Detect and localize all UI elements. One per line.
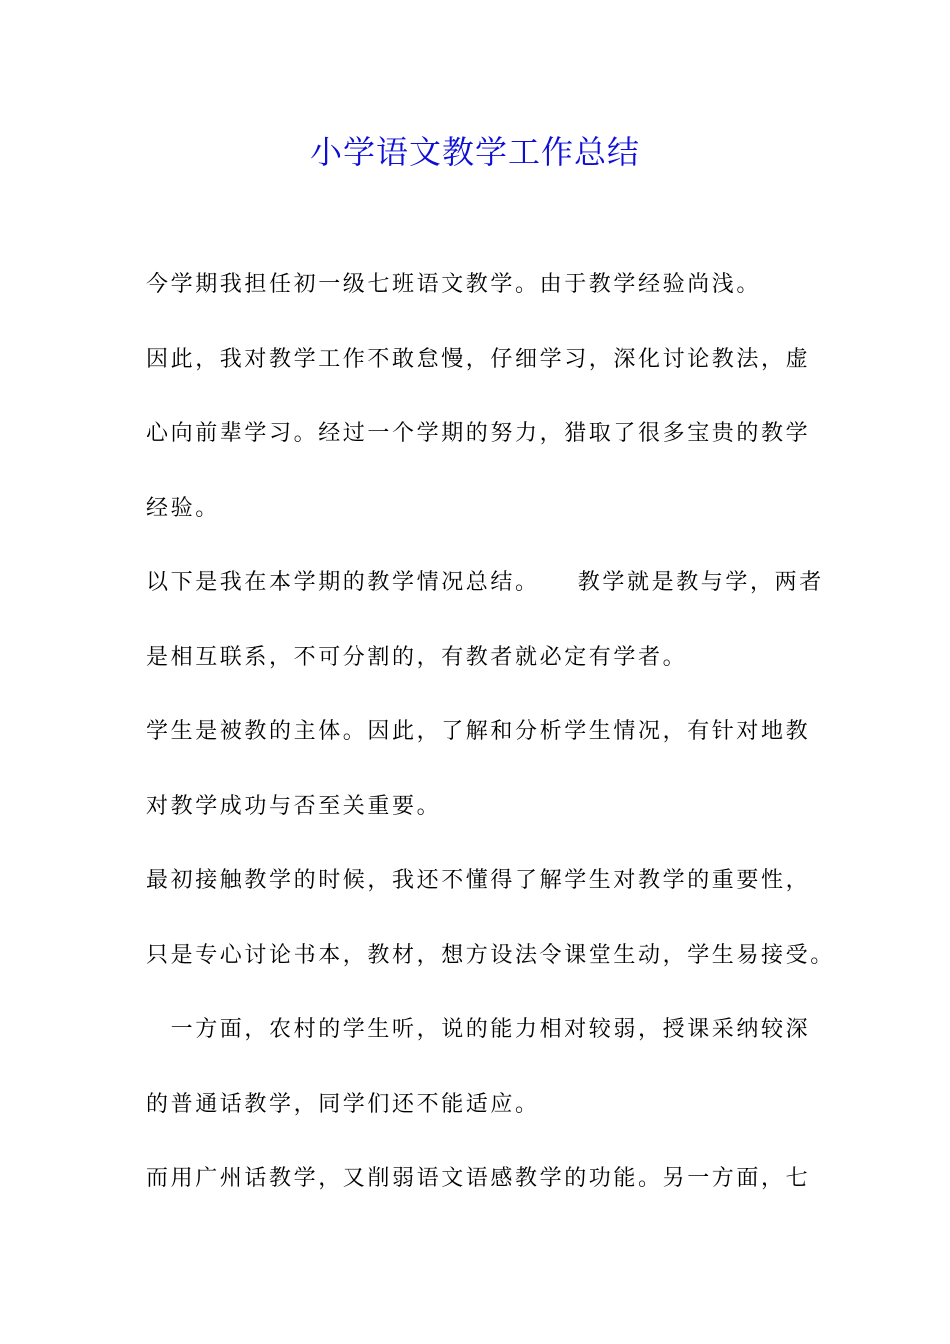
- text-line: 一方面，农村的学生听，说的能力相对较弱，授课采纳较深: [146, 1017, 811, 1042]
- text-line: 心向前辈学习。经过一个学期的努力，猎取了很多宝贵的教学: [146, 421, 811, 446]
- text-line: 只是专心讨论书本，教材，想方设法令课堂生动，学生易接受。: [146, 942, 835, 968]
- text-line: 以下是我在本学期的教学情况总结。 教学就是教与学，两者: [146, 570, 824, 595]
- text-line: 因此，我对教学工作不敢怠慢，仔细学习，深化讨论教法，虚: [146, 346, 811, 372]
- text-line: 是相互联系，不可分割的，有教者就必定有学者。: [146, 644, 688, 670]
- text-line: 学生是被教的主体。因此，了解和分析学生情况，有针对地教: [146, 719, 811, 744]
- text-line: 的普通话教学，同学们还不能适应。: [146, 1091, 540, 1117]
- text-line: 对教学成功与否至关重要。: [146, 793, 442, 819]
- document-title: 小学语文教学工作总结: [309, 133, 640, 171]
- text-line: 而用广州话教学，又削弱语文语感教学的功能。另一方面，七: [146, 1166, 811, 1191]
- document-body: [146, 260, 835, 1229]
- text-line: 最初接触教学的时候，我还不懂得了解学生对教学的重要性，: [146, 868, 811, 893]
- text-line: 经验。: [146, 495, 220, 521]
- text-line: 今学期我担任初一级七班语文教学。由于教学经验尚浅。: [146, 272, 762, 297]
